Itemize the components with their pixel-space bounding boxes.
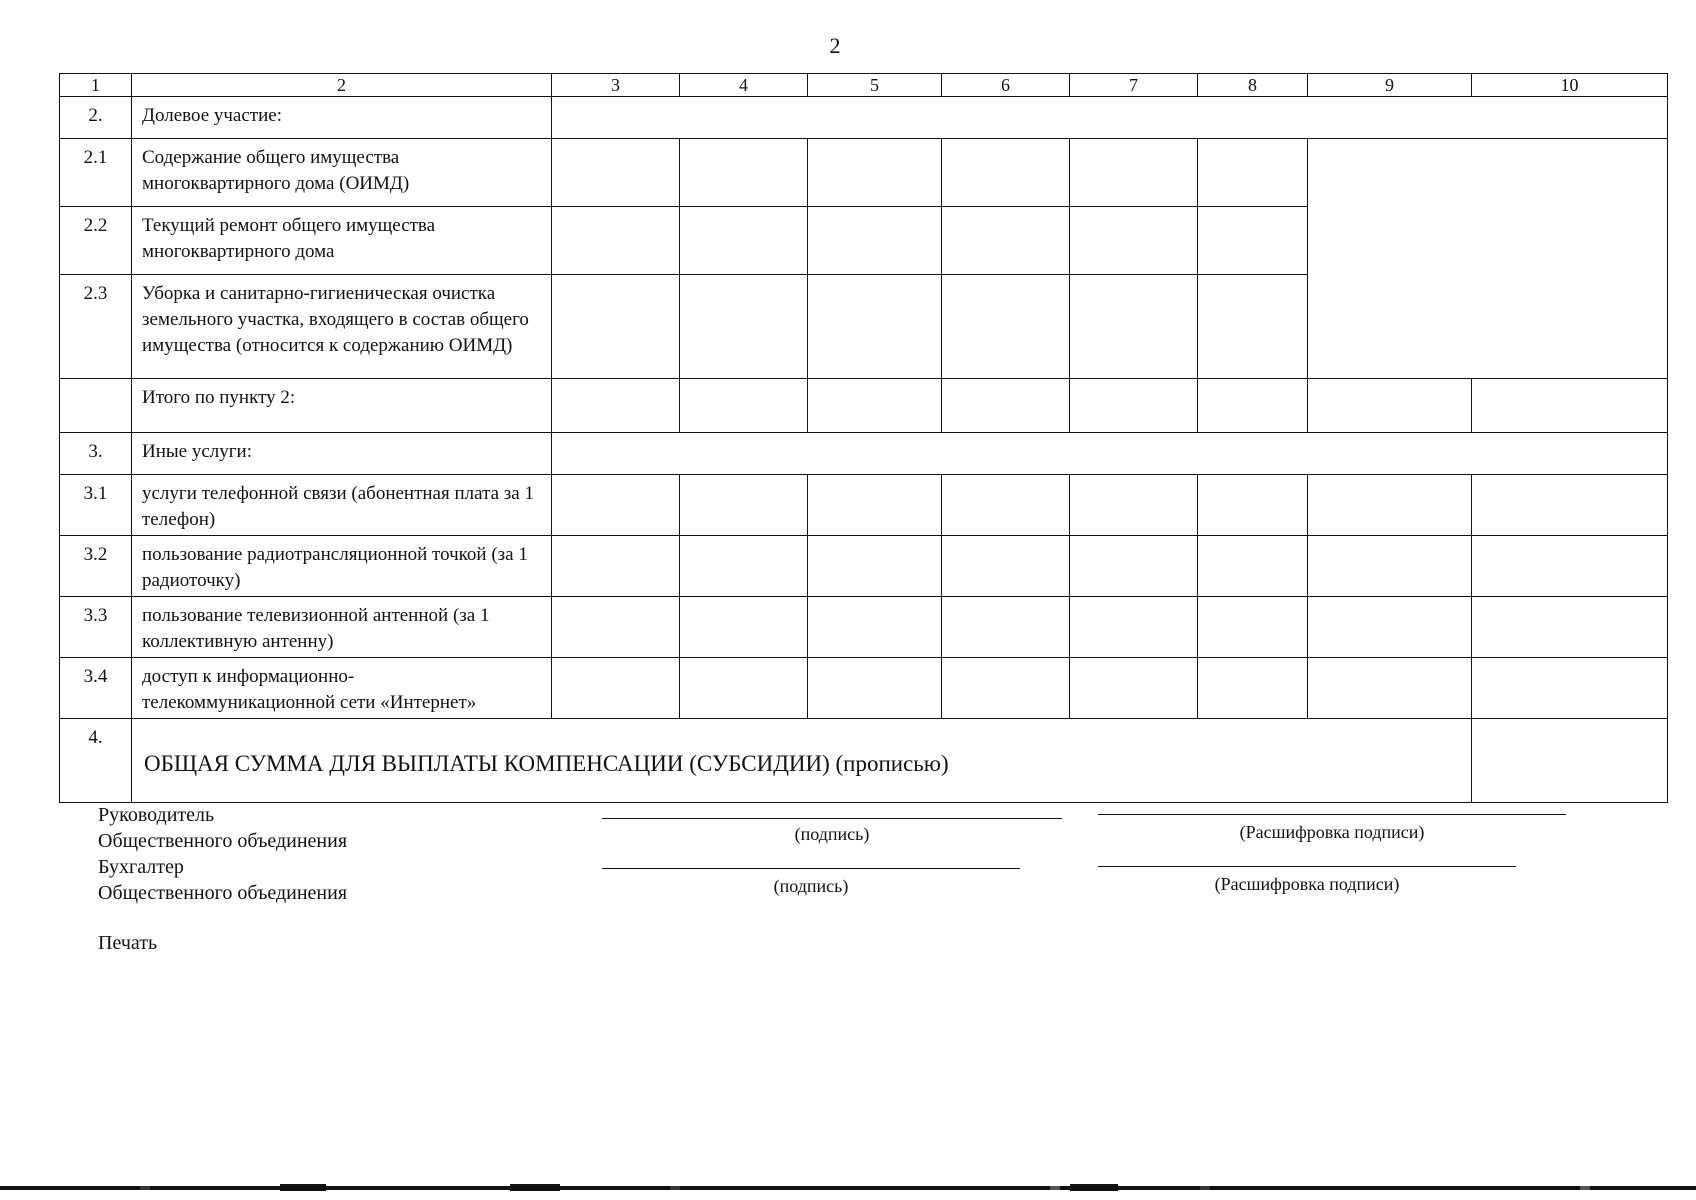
head-title: [98, 802, 347, 854]
value-cell: [552, 139, 680, 207]
value-cell: [680, 379, 808, 433]
value-cell: [1070, 475, 1198, 536]
row-label: Текущий ремонт общего имущества многоквартирного дома: [132, 207, 552, 275]
page-number: 2: [829, 33, 841, 58]
value-cell: [680, 536, 808, 597]
value-cell: [680, 658, 808, 719]
head-title-line1: Руководитель: [98, 804, 215, 826]
head-decode-caption: (Расшифровка подписи): [1239, 822, 1425, 842]
value-cell: [808, 597, 942, 658]
value-cell: [1472, 475, 1668, 536]
value-cell: [680, 207, 808, 275]
row-label: доступ к информационно-телекоммуникационной сети «Интернет»: [132, 658, 552, 719]
value-cell: [1308, 658, 1472, 719]
row-label: Долевое участие:: [132, 97, 552, 139]
value-cell: [808, 379, 942, 433]
value-cell: [1070, 536, 1198, 597]
value-cell: [942, 379, 1070, 433]
section-row: [60, 433, 1668, 475]
value-cell: [552, 475, 680, 536]
value-cell: [552, 597, 680, 658]
value-cell: [1308, 475, 1472, 536]
value-cell: [1198, 475, 1308, 536]
value-cell: [942, 597, 1070, 658]
value-cell: [1198, 379, 1308, 433]
header-cell: 1: [60, 74, 132, 97]
total-label: ОБЩАЯ СУММА ДЛЯ ВЫПЛАТЫ КОМПЕНСАЦИИ (СУБСИДИИ) (прописью): [132, 719, 1472, 803]
value-cell: [808, 275, 942, 379]
header-cell: 10: [1472, 74, 1668, 97]
scan-artifact: [280, 1184, 326, 1191]
row-number: [60, 379, 132, 433]
header-cell: 7: [1070, 74, 1198, 97]
row-label: Содержание общего имущества многоквартирного дома (ОИМД): [132, 139, 552, 207]
row-label: Итого по пункту 2:: [132, 379, 552, 433]
value-cell: [942, 207, 1070, 275]
row-label: пользование радиотрансляционной точкой (за 1 радиоточку): [132, 536, 552, 597]
row-number: 2.3: [60, 275, 132, 379]
scan-artifact: [1070, 1184, 1118, 1191]
row-number: 3.4: [60, 658, 132, 719]
value-cell: [552, 379, 680, 433]
value-cell: [942, 475, 1070, 536]
value-cell: [1308, 597, 1472, 658]
value-cell: [808, 658, 942, 719]
value-cell: [942, 658, 1070, 719]
table-row: [60, 475, 1668, 536]
header-cell: 4: [680, 74, 808, 97]
head-signature-caption: (подпись): [794, 824, 870, 844]
scan-edge-line: [0, 1186, 1696, 1190]
table-row: [60, 536, 1668, 597]
header-cell: 5: [808, 74, 942, 97]
value-cell: [942, 275, 1070, 379]
value-cell: [1308, 379, 1472, 433]
accountant-title: [98, 854, 347, 906]
value-cell: [1198, 207, 1308, 275]
accountant-title-line2: Общественного объединения: [98, 882, 348, 904]
merged-cell: [552, 97, 1668, 139]
head-decode-line: [1098, 814, 1566, 815]
value-cell: [1070, 658, 1198, 719]
table-row: [60, 597, 1668, 658]
value-cell: [680, 597, 808, 658]
value-cell: [1308, 536, 1472, 597]
row-number: 3.1: [60, 475, 132, 536]
accountant-signature-line: [602, 868, 1020, 869]
total-value-cell: [1472, 719, 1668, 803]
row-number: 2.: [60, 97, 132, 139]
header-row: [60, 74, 1668, 97]
value-cell: [1070, 275, 1198, 379]
merged-cell: [1308, 139, 1668, 379]
scan-artifact: [510, 1184, 560, 1191]
head-signature-line: [602, 818, 1062, 819]
accountant-title-line1: Бухгалтер: [98, 856, 184, 878]
value-cell: [1070, 379, 1198, 433]
value-cell: [552, 207, 680, 275]
value-cell: [1472, 658, 1668, 719]
row-label: услуги телефонной связи (абонентная плата за 1 телефон): [132, 475, 552, 536]
row-number: 3.3: [60, 597, 132, 658]
header-cell: 6: [942, 74, 1070, 97]
value-cell: [1198, 597, 1308, 658]
accountant-decode-caption: (Расшифровка подписи): [1214, 874, 1400, 894]
table-row: [60, 139, 1668, 207]
value-cell: [808, 475, 942, 536]
value-cell: [1198, 536, 1308, 597]
row-label: пользование телевизионной антенной (за 1 коллективную антенну): [132, 597, 552, 658]
value-cell: [942, 139, 1070, 207]
row-number: 2.1: [60, 139, 132, 207]
value-cell: [680, 275, 808, 379]
value-cell: [1472, 536, 1668, 597]
value-cell: [1070, 139, 1198, 207]
row-number: 2.2: [60, 207, 132, 275]
section-row: [60, 97, 1668, 139]
value-cell: [1472, 379, 1668, 433]
value-cell: [808, 207, 942, 275]
row-label: Уборка и санитарно-гигиеническая очистка земельного участка, входящего в состав общего имущества (относится к содержанию ОИМД): [132, 275, 552, 379]
value-cell: [1070, 207, 1198, 275]
accountant-signature-caption: (подпись): [773, 876, 849, 896]
value-cell: [1198, 658, 1308, 719]
header-cell: 8: [1198, 74, 1308, 97]
stamp-label: Печать: [98, 932, 158, 954]
accountant-decode-line: [1098, 866, 1516, 867]
total-row: [60, 719, 1668, 803]
value-cell: [1070, 597, 1198, 658]
table-row: [60, 658, 1668, 719]
value-cell: [680, 139, 808, 207]
row-number: 4.: [60, 719, 132, 803]
compensation-table: [59, 73, 1668, 803]
value-cell: [942, 536, 1070, 597]
merged-cell: [552, 433, 1668, 475]
header-cell: 9: [1308, 74, 1472, 97]
head-title-line2: Общественного объединения: [98, 830, 348, 852]
value-cell: [1198, 139, 1308, 207]
value-cell: [680, 475, 808, 536]
value-cell: [808, 139, 942, 207]
subtotal-row: [60, 379, 1668, 433]
row-label: Иные услуги:: [132, 433, 552, 475]
value-cell: [1472, 597, 1668, 658]
row-number: 3.2: [60, 536, 132, 597]
value-cell: [552, 536, 680, 597]
value-cell: [808, 536, 942, 597]
value-cell: [552, 275, 680, 379]
header-cell: 2: [132, 74, 552, 97]
row-number: 3.: [60, 433, 132, 475]
value-cell: [552, 658, 680, 719]
header-cell: 3: [552, 74, 680, 97]
value-cell: [1198, 275, 1308, 379]
